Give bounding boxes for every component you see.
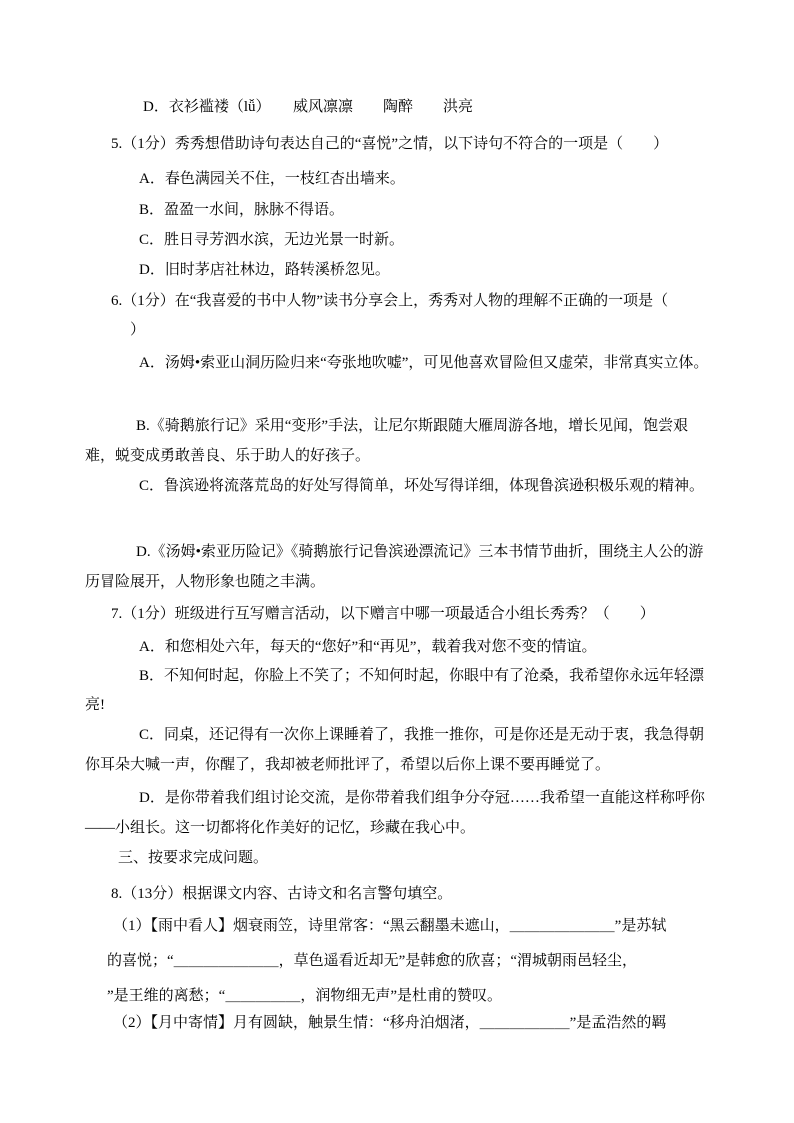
q6-stem-wrap: ） [130,322,146,338]
q6-stem: 6.（1分）在“我喜爱的书中人物”读书分享会上，秀秀对人物的理解不正确的一项是（ [111,293,669,309]
q8-item1-line1: （1）【雨中看人】烟衰雨笠，诗里常客：“黑云翻墨未遮山，＿＿＿＿＿＿＿”是苏轼 [113,918,667,934]
q7-option-b: B．不知何时起，你脸上不笑了；不知何时起，你眼中有了沧桑，我希望你永远年轻漂 [139,668,705,684]
q5-stem: 5.（1分）秀秀想借助诗句表达自己的“喜悦”之情，以下诗句不符合的一项是（ ） [111,136,669,152]
q5-option-b: B．盈盈一水间，脉脉不得语。 [139,202,345,218]
q7-option-a: A．和您相处六年，每天的“您好”和“再见”，载着我对您不变的情谊。 [139,639,597,655]
q6-option-d-wrap: 历冒险展开，人物形象也随之丰满。 [85,574,326,590]
q8-item1-line3: ”是王维的离愁；“＿＿＿＿＿，润物细无声”是杜甫的赞叹。 [107,988,502,1004]
q6-option-c: C．鲁滨逊将流落荒岛的好处写得简单，坏处写得详细，体现鲁滨逊积极乐观的精神。 [139,478,705,494]
q6-option-a: A．汤姆•索亚山洞历险归来“夸张地吹嘘”，可见他喜欢冒险但又虚荣，非常真实立体。 [139,355,709,371]
q5-option-d: D．旧时茅店社林边，路转溪桥忽见。 [139,262,390,278]
q7-stem: 7.（1分）班级进行互写赠言活动，以下赠言中哪一项最适合小组长秀秀？（ ） [111,606,655,622]
q7-option-d-wrap: ——小组长。这一切都将化作美好的记忆，珍藏在我心中。 [85,820,476,836]
q5-option-a: A．春色满园关不住，一枝红杏出墙来。 [139,171,405,187]
q7-option-c: C．同桌，还记得有一次你上课睡着了，我推一推你，可是你还是无动于衷，我急得朝 [139,727,705,743]
q6-option-b-wrap: 难，蜕变成勇敢善良、乐于助人的好孩子。 [85,448,371,464]
q6-option-b: B.《骑鹅旅行记》采用“变形”手法，让尼尔斯跟随大雁周游各地，增长见闻，饱尝艰 [136,418,689,434]
q8-stem: 8.（13分）根据课文内容、古诗文和名言警句填空。 [111,886,453,902]
q7-option-c-wrap: 你耳朵大喊一声，你醒了，我却被老师批评了，希望以后你上课不要再睡觉了。 [85,757,611,773]
q8-item2-line1: （2）【月中寄情】月有圆缺，触景生情：“移舟泊烟渚，＿＿＿＿＿＿”是孟浩然的羁 [113,1015,667,1031]
q4-option-d: D．衣衫褴褛（lǚ） 威风凛凛 陶醉 洪亮 [143,99,474,115]
q7-option-d: D．是你带着我们组讨论交流，是你带着我们组争分夺冠……我希望一直能这样称呼你 [139,790,705,806]
q6-option-d: D.《汤姆•索亚历险记》《骑鹅旅行记鲁滨逊漂流记》三本书情节曲折，围绕主人公的游 [136,544,704,560]
section3-heading: 三、按要求完成问题。 [118,850,269,866]
q8-item1-line2: 的喜悦；“＿＿＿＿＿＿＿，草色遥看近却无”是韩愈的欣喜；“渭城朝雨邑轻尘， [107,953,637,969]
q5-option-c: C．胜日寻芳泗水滨，无边光景一时新。 [139,232,405,248]
q7-option-b-wrap: 亮! [85,697,105,713]
